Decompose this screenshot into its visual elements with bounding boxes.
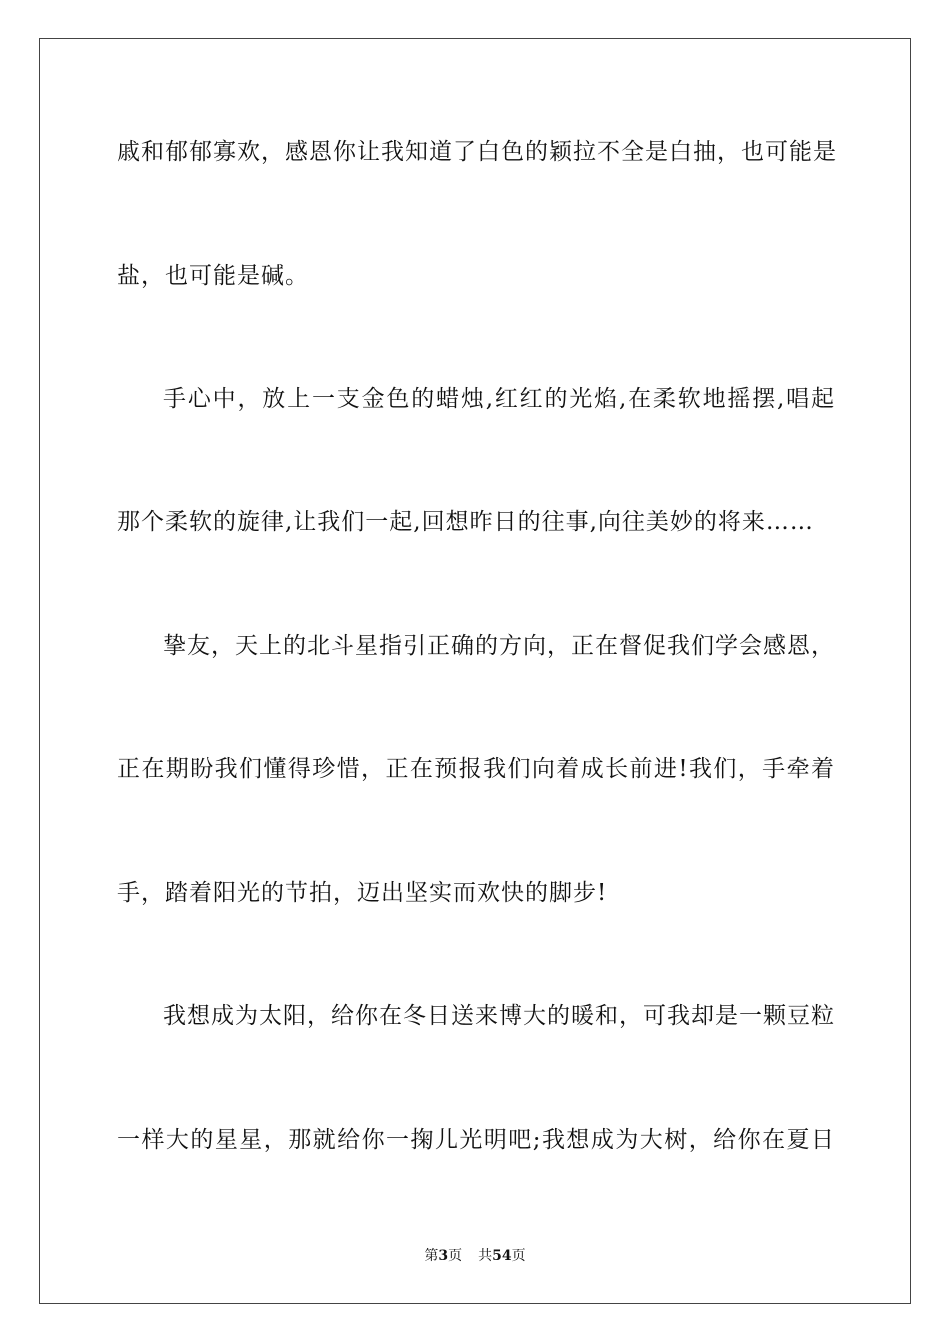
paragraph-line-4: 那个柔软的旋律,让我们一起,回想昨日的往事,向往美妙的将来…… bbox=[117, 509, 814, 535]
paragraph-line-9: 一样大的星星，那就给你一掬儿光明吧;我想成为大树，给你在夏日 bbox=[117, 1127, 835, 1153]
paragraph-line-6: 正在期盼我们懂得珍惜，正在预报我们向着成长前进!我们，手牵着 bbox=[117, 756, 835, 782]
paragraph-line-2: 盐，也可能是碱。 bbox=[117, 263, 309, 289]
paragraph-line-1: 戚和郁郁寡欢，感恩你让我知道了白色的颖拉不全是白抽，也可能是 bbox=[117, 139, 837, 165]
page-footer bbox=[0, 1246, 950, 1266]
footer-total-suffix: 页 bbox=[511, 1248, 526, 1264]
page-border bbox=[39, 38, 911, 1304]
footer-total-prefix: 共 bbox=[478, 1248, 493, 1264]
paragraph-line-7: 手，踏着阳光的节拍，迈出坚实而欢快的脚步! bbox=[117, 880, 608, 906]
paragraph-line-3: 手心中，放上一支金色的蜡烛,红红的光焰,在柔软地摇摆,唱起 bbox=[163, 386, 835, 412]
footer-page-current: 3 bbox=[438, 1248, 449, 1264]
paragraph-line-5: 挚友，天上的北斗星指引正确的方向，正在督促我们学会感恩， bbox=[163, 633, 835, 659]
footer-page-prefix: 第 bbox=[424, 1248, 439, 1264]
footer-total-pages: 54 bbox=[492, 1248, 512, 1264]
paragraph-line-8: 我想成为太阳，给你在冬日送来博大的暖和，可我却是一颗豆粒 bbox=[163, 1003, 835, 1029]
footer-page-suffix: 页 bbox=[448, 1248, 463, 1264]
